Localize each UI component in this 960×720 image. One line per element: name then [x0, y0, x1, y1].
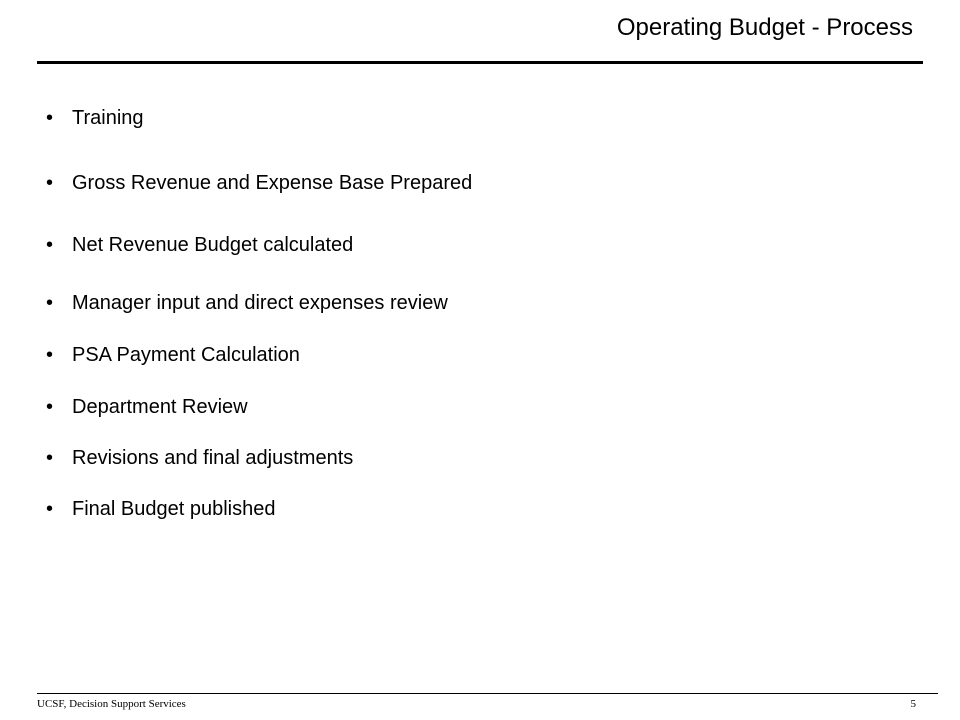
bullet-icon: •: [46, 344, 54, 366]
title-divider: [37, 61, 923, 64]
bullet-text: Department Review: [72, 396, 248, 418]
bullet-item-final-budget: [46, 497, 275, 521]
slide-title: Operating Budget - Process: [616, 14, 913, 41]
footer-organization: UCSF, Decision Support Services: [37, 698, 186, 710]
bullet-item-net-revenue: [46, 233, 353, 257]
bullet-text: Revisions and final adjustments: [72, 447, 354, 469]
bullet-icon: •: [46, 107, 54, 129]
bullet-icon: •: [46, 498, 54, 520]
bullet-item-revisions: [46, 446, 353, 470]
bullet-text: Gross Revenue and Expense Base Prepared: [72, 172, 473, 194]
bullet-icon: •: [46, 292, 54, 314]
bullet-text: Net Revenue Budget calculated: [72, 234, 354, 256]
bullet-item-psa-payment: [46, 343, 300, 367]
bullet-icon: •: [46, 234, 54, 256]
bullet-text: PSA Payment Calculation: [72, 344, 300, 366]
bullet-icon: •: [46, 447, 54, 469]
bullet-text: Manager input and direct expenses review: [72, 292, 448, 314]
bullet-item-manager-input: [46, 291, 448, 315]
bullet-item-gross-revenue: [46, 171, 472, 195]
bullet-text: Final Budget published: [72, 498, 276, 520]
page-number: 5: [910, 698, 916, 710]
bullet-item-department-review: [46, 395, 248, 419]
footer-divider: [37, 693, 938, 694]
bullet-icon: •: [46, 172, 54, 194]
bullet-text: Training: [72, 107, 144, 129]
bullet-item-training: [46, 106, 144, 130]
bullet-icon: •: [46, 396, 54, 418]
